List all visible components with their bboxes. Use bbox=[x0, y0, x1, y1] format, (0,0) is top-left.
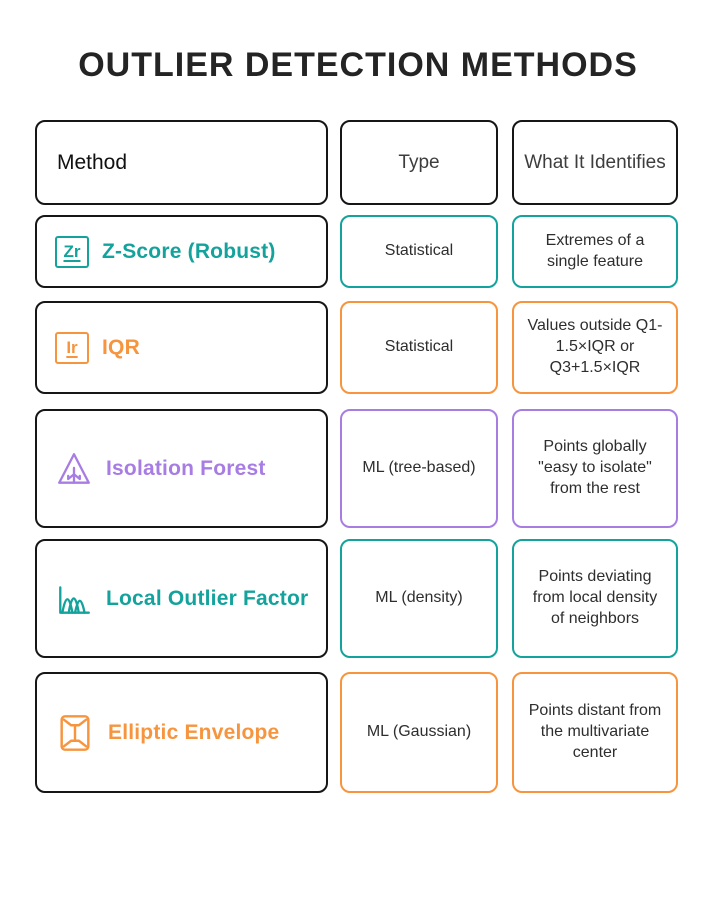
header-type: Type bbox=[340, 120, 498, 205]
type-cell bbox=[340, 409, 498, 528]
method-cell bbox=[35, 409, 328, 528]
method-cell bbox=[35, 672, 328, 793]
table-row bbox=[35, 301, 680, 394]
identifies-text: Points deviating from local density of neighbors bbox=[532, 568, 658, 627]
identifies-cell bbox=[512, 301, 678, 394]
type-text: ML (Gaussian) bbox=[366, 723, 472, 741]
table-header-row bbox=[35, 120, 680, 205]
identifies-text: Points globally "easy to isolate" from the rest bbox=[538, 438, 652, 497]
type-text: Statistical bbox=[384, 338, 454, 356]
identifies-cell bbox=[512, 672, 678, 793]
methods-table bbox=[35, 120, 680, 793]
type-cell bbox=[340, 301, 498, 394]
page-title: OUTLIER DETECTION METHODS bbox=[78, 46, 638, 84]
type-text: Statistical bbox=[384, 242, 454, 260]
header-method: Method bbox=[35, 120, 328, 205]
type-cell bbox=[340, 539, 498, 658]
type-text: ML (tree-based) bbox=[362, 459, 476, 477]
method-label: Z-Score (Robust) bbox=[102, 239, 276, 263]
header-identifies: What It Identifies bbox=[512, 120, 678, 205]
identifies-cell bbox=[512, 539, 678, 658]
method-cell bbox=[35, 539, 328, 658]
envelope-icon bbox=[55, 713, 95, 753]
identifies-cell bbox=[512, 409, 678, 528]
identifies-cell bbox=[512, 215, 678, 288]
table-row bbox=[35, 215, 680, 288]
type-cell bbox=[340, 215, 498, 288]
identifies-text: Extremes of a single feature bbox=[545, 231, 645, 270]
method-cell bbox=[35, 301, 328, 394]
isolation-forest-tree-icon bbox=[55, 450, 93, 488]
method-cell bbox=[35, 215, 328, 288]
table-row bbox=[35, 409, 680, 528]
table-row bbox=[35, 672, 680, 793]
identifies-text: Points distant from the multivariate center bbox=[528, 702, 662, 761]
method-label: IQR bbox=[102, 335, 140, 359]
type-cell bbox=[340, 672, 498, 793]
method-label: Local Outlier Factor bbox=[106, 586, 309, 610]
density-curves-icon bbox=[55, 580, 93, 618]
method-label: Elliptic Envelope bbox=[108, 720, 280, 744]
iqr-icon: Ir bbox=[55, 332, 89, 364]
table-row bbox=[35, 539, 680, 658]
type-text: ML (density) bbox=[375, 589, 463, 607]
method-label: Isolation Forest bbox=[106, 456, 266, 480]
identifies-text: Values outside Q1-1.5×IQR or Q3+1.5×IQR bbox=[527, 317, 663, 376]
z-score-icon: Zr bbox=[55, 236, 89, 268]
